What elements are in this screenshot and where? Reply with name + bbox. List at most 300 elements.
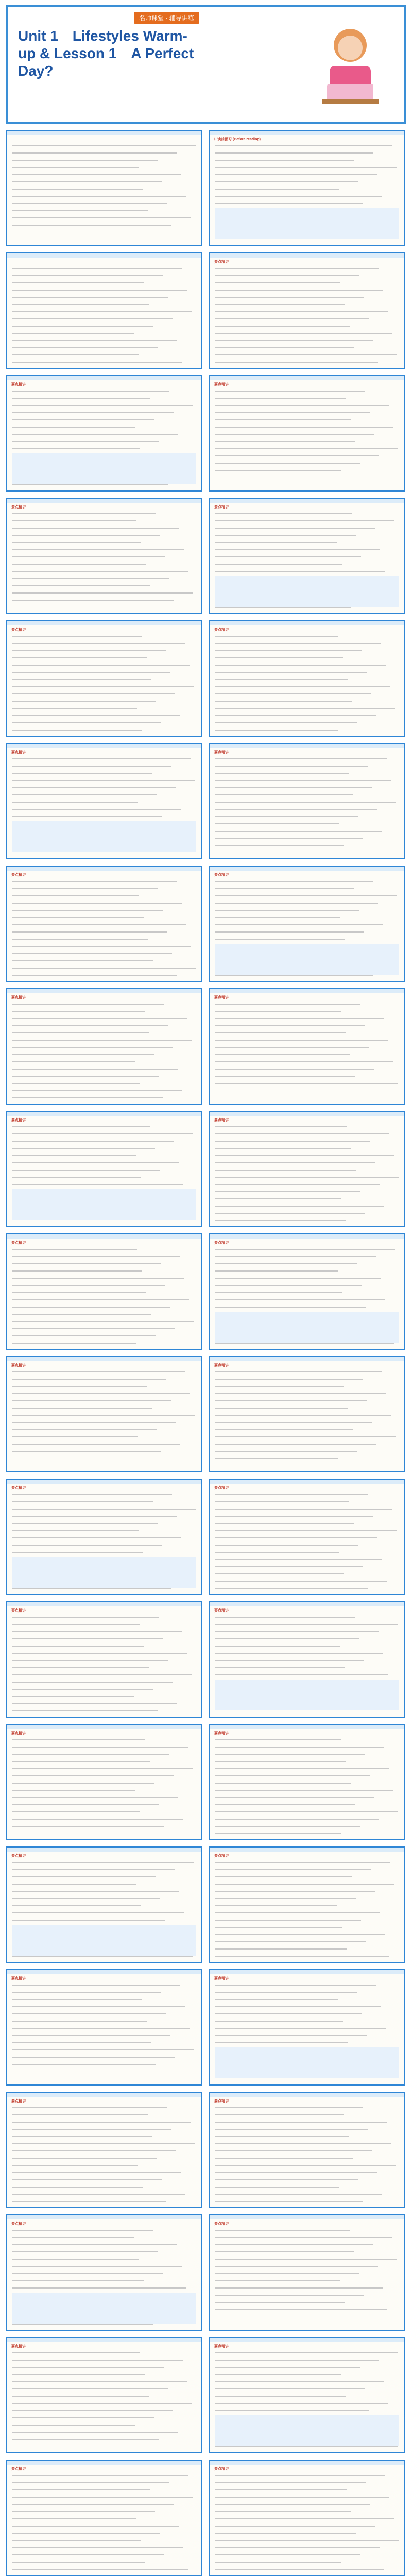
text-line: [215, 895, 397, 896]
slide-header-bar: [210, 2215, 404, 2219]
text-line: [12, 953, 172, 954]
text-line: [215, 1032, 346, 1033]
text-line: [215, 1494, 368, 1495]
slide-header-bar: [7, 2461, 201, 2465]
content-slide: [6, 988, 202, 1105]
text-line: [215, 1739, 341, 1740]
text-line: [215, 693, 371, 694]
text-line: [12, 1588, 171, 1589]
text-line: [12, 1660, 168, 1661]
text-line: [215, 1184, 380, 1185]
slide-header-bar: [7, 989, 201, 993]
text-line: [215, 1162, 375, 1163]
content-slide: [209, 2337, 405, 2453]
text-line: [215, 780, 391, 781]
text-line: [12, 513, 156, 514]
text-line: [215, 470, 341, 471]
text-line: [215, 1386, 344, 1387]
text-line: [215, 1004, 360, 1005]
text-line: [12, 2122, 191, 2123]
text-line: [215, 1191, 360, 1192]
text-line: [12, 766, 171, 767]
text-line: [12, 2511, 155, 2512]
text-line: [12, 2006, 185, 2007]
text-line: [12, 1638, 163, 1639]
text-line: [12, 2165, 138, 2166]
content-slide: [209, 1111, 405, 1227]
text-line: [215, 2352, 398, 2353]
text-line: [215, 2013, 362, 2014]
slide-header-bar: [210, 1602, 404, 1606]
text-line: [215, 2280, 340, 2281]
text-line: [12, 968, 196, 969]
text-line: [215, 2006, 381, 2007]
content-slide: [6, 375, 202, 492]
text-line: [215, 1891, 375, 1892]
text-line: [215, 1278, 381, 1279]
content-slide: [6, 130, 202, 246]
text-line: [12, 2526, 179, 2527]
text-line: [215, 708, 395, 709]
text-line: [12, 1069, 178, 1070]
text-line: [12, 2179, 162, 2180]
slide-header-bar: [7, 2093, 201, 2097]
text-line: [215, 643, 381, 644]
text-line: [12, 1256, 180, 1257]
text-line: [215, 607, 351, 608]
text-line: [12, 1155, 136, 1156]
text-line: [215, 1170, 356, 1171]
text-line: [215, 1263, 357, 1264]
text-line: [12, 960, 153, 961]
slide-section-label: 要点精讲: [11, 1118, 26, 1122]
text-line: [215, 773, 349, 774]
slide-section-label: Ⅰ. 读前预习 (Before reading): [214, 138, 261, 141]
text-line: [12, 152, 177, 154]
text-line: [12, 1436, 138, 1437]
text-line: [12, 1768, 193, 1769]
text-line: [215, 787, 372, 788]
text-line: [215, 1220, 346, 1221]
text-line: [12, 903, 182, 904]
text-line: [12, 564, 146, 565]
text-line: [215, 1206, 384, 1207]
text-line: [215, 2273, 359, 2274]
text-line: [12, 1249, 137, 1250]
text-line: [215, 556, 361, 557]
text-line: [12, 2064, 156, 2065]
slide-header-bar: [210, 499, 404, 503]
text-line: [12, 1920, 165, 1921]
slide-section-label: 要点精讲: [11, 2467, 26, 2471]
text-line: [215, 1400, 367, 1401]
content-slide: [209, 1724, 405, 1840]
text-line: [215, 297, 364, 298]
text-line: [215, 1819, 379, 1820]
text-line: [12, 578, 169, 579]
text-line: [12, 1624, 140, 1625]
content-slide: [209, 1479, 405, 1595]
text-line: [215, 2309, 387, 2310]
slide-section-label: 要点精讲: [214, 383, 229, 386]
text-line: [12, 1739, 145, 1740]
text-line: [215, 1783, 351, 1784]
text-line: [215, 1047, 369, 1048]
text-line: [215, 665, 386, 666]
text-line: [12, 686, 194, 687]
text-line: [215, 174, 377, 175]
text-line: [12, 1646, 144, 1647]
text-line: [215, 347, 354, 348]
text-line: [12, 931, 167, 933]
content-slide: [6, 1233, 202, 1350]
highlight-box: [215, 2047, 399, 2078]
content-slide: [6, 2337, 202, 2453]
text-line: [12, 924, 186, 925]
text-line: [215, 809, 377, 810]
text-line: [215, 268, 379, 269]
slide-section-label: 要点精讲: [11, 628, 26, 632]
content-slide: [209, 1356, 405, 1472]
slide-section-label: 要点精讲: [11, 383, 26, 386]
text-line: [215, 549, 380, 550]
text-line: [215, 2042, 348, 2043]
slide-header-bar: [210, 1234, 404, 1239]
text-line: [215, 2403, 388, 2404]
text-line: [12, 1884, 136, 1885]
text-line: [215, 1876, 352, 1877]
text-line: [215, 1371, 382, 1372]
text-line: [215, 1155, 394, 1156]
text-line: [12, 1509, 196, 1510]
text-line: [12, 1537, 181, 1538]
content-slide: [209, 498, 405, 614]
content-slide: [6, 1601, 202, 1718]
text-line: [12, 2280, 144, 2281]
text-line: [12, 520, 136, 521]
text-line: [12, 1783, 154, 1784]
text-line: [215, 657, 343, 658]
text-line: [215, 1934, 385, 1935]
text-line: [12, 1956, 193, 1957]
text-line: [12, 448, 140, 449]
text-line: [12, 1710, 158, 1711]
text-line: [12, 318, 173, 319]
text-line: [215, 1898, 356, 1899]
text-line: [12, 1898, 160, 1899]
text-line: [12, 196, 186, 197]
text-line: [12, 1444, 180, 1445]
slide-section-label: 要点精讲: [214, 873, 229, 877]
text-line: [12, 2237, 134, 2238]
slide-section-label: 要点精讲: [214, 996, 229, 999]
text-line: [215, 189, 339, 190]
text-line: [215, 1530, 397, 1531]
text-line: [12, 2201, 166, 2202]
text-line: [12, 391, 169, 392]
content-slide: [209, 130, 405, 246]
text-line: [12, 2324, 153, 2325]
text-line: [215, 2021, 343, 2022]
slide-section-label: 要点精讲: [214, 1732, 229, 1735]
text-line: [215, 1270, 338, 1272]
text-line: [12, 2439, 159, 2440]
text-line: [215, 455, 379, 456]
text-line: [12, 556, 165, 557]
text-line: [215, 1501, 349, 1502]
text-line: [215, 1948, 347, 1950]
highlight-box: [215, 1312, 399, 1343]
text-line: [12, 708, 137, 709]
text-line: [215, 650, 362, 651]
text-line: [12, 2562, 145, 2563]
text-line: [12, 2013, 166, 2014]
text-line: [215, 2251, 354, 2252]
text-line: [215, 1545, 358, 1546]
content-slide: [6, 620, 202, 737]
text-line: [215, 1559, 382, 1560]
text-line: [215, 1444, 376, 1445]
text-line: [12, 1011, 145, 1012]
slide-section-label: 要点精讲: [214, 2099, 229, 2103]
text-line: [12, 1826, 164, 1827]
text-line: [215, 275, 359, 276]
slide-header-bar: [7, 2215, 201, 2219]
slide-header-bar: [7, 131, 201, 135]
content-slide: [6, 1479, 202, 1595]
text-line: [215, 542, 337, 543]
text-line: [215, 910, 359, 911]
text-line: [215, 888, 354, 889]
text-line: [215, 1617, 355, 1618]
text-line: [215, 1566, 363, 1567]
text-line: [12, 2417, 154, 2418]
content-slide: [6, 866, 202, 982]
cover-badge: 名师课堂 · 辅导讲练: [134, 12, 199, 24]
text-line: [215, 1415, 391, 1416]
text-line: [12, 636, 142, 637]
content-slide: [209, 2460, 405, 2576]
highlight-box: [12, 453, 196, 484]
text-line: [215, 1429, 353, 1430]
slide-header-bar: [210, 1725, 404, 1729]
text-line: [215, 2554, 360, 2555]
text-line: [215, 419, 351, 420]
text-line: [12, 2554, 164, 2555]
text-line: [215, 1054, 350, 1055]
text-line: [215, 2165, 396, 2166]
text-line: [215, 1141, 370, 1142]
text-line: [215, 1552, 339, 1553]
text-line: [12, 210, 148, 211]
text-line: [12, 881, 177, 882]
text-line: [12, 1804, 159, 1805]
text-line: [215, 1299, 385, 1300]
text-line: [12, 275, 163, 276]
text-line: [215, 2158, 353, 2159]
text-line: [12, 2432, 178, 2433]
content-slide: [6, 1969, 202, 2086]
text-line: [12, 225, 171, 226]
text-line: [12, 528, 179, 529]
text-line: [12, 2028, 190, 2029]
text-line: [215, 412, 370, 413]
text-line: [215, 2475, 385, 2476]
slide-header-bar: [210, 1970, 404, 1974]
text-line: [12, 427, 135, 428]
text-line: [12, 203, 167, 204]
text-line: [12, 1999, 142, 2000]
text-line: [12, 917, 144, 918]
text-line: [12, 145, 196, 146]
text-line: [12, 333, 134, 334]
text-line: [215, 2122, 387, 2123]
text-line: [12, 1912, 184, 1913]
text-line: [215, 203, 363, 204]
text-line: [215, 1040, 388, 1041]
slide-header-bar: [7, 2338, 201, 2342]
text-line: [12, 1754, 169, 1755]
text-line: [215, 1393, 386, 1394]
text-line: [215, 831, 382, 832]
slide-section-label: 要点精讲: [11, 2345, 26, 2348]
text-line: [215, 1573, 344, 1574]
text-line: [12, 2251, 158, 2252]
text-line: [12, 181, 162, 182]
slide-section-label: 要点精讲: [11, 1732, 26, 1735]
text-line: [12, 1083, 140, 1084]
slide-header-bar: [7, 1234, 201, 1239]
text-line: [12, 701, 156, 702]
text-line: [12, 1270, 142, 1272]
text-line: [12, 2540, 141, 2541]
text-line: [12, 1429, 157, 1430]
text-line: [215, 2114, 344, 2115]
text-line: [12, 2129, 171, 2130]
text-line: [12, 2114, 148, 2115]
text-line: [215, 535, 356, 536]
text-line: [12, 1985, 180, 1986]
slide-header-bar: [7, 499, 201, 503]
text-line: [12, 1696, 134, 1697]
text-line: [12, 1170, 160, 1171]
content-slide: [6, 498, 202, 614]
slide-section-label: 要点精讲: [214, 1977, 229, 1980]
text-line: [12, 1811, 140, 1812]
text-line: [215, 391, 365, 392]
content-slide: [6, 2092, 202, 2208]
text-line: [215, 282, 340, 283]
text-line: [215, 1826, 360, 1827]
text-line: [12, 354, 139, 355]
text-line: [12, 1617, 159, 1618]
text-line: [12, 2489, 150, 2490]
slide-section-label: 要点精讲: [214, 751, 229, 754]
text-line: [215, 794, 353, 795]
text-line: [12, 535, 160, 536]
slide-header-bar: [210, 867, 404, 871]
text-line: [12, 910, 163, 911]
slide-section-label: 要点精讲: [214, 1486, 229, 1490]
slide-section-label: 要点精讲: [11, 505, 26, 509]
content-slide: [209, 2214, 405, 2331]
text-line: [12, 1862, 194, 1863]
text-line: [215, 1292, 342, 1293]
text-line: [12, 1682, 173, 1683]
text-line: [215, 405, 389, 406]
text-line: [215, 2410, 369, 2411]
text-line: [12, 1422, 176, 1423]
text-line: [12, 1004, 164, 1005]
slide-header-bar: [7, 376, 201, 380]
text-line: [215, 2302, 345, 2303]
slide-header-bar: [7, 1357, 201, 1361]
text-line: [12, 780, 195, 781]
text-line: [215, 196, 382, 197]
text-line: [215, 2533, 356, 2534]
text-line: [12, 1076, 159, 1077]
text-line: [215, 167, 397, 168]
text-line: [215, 1581, 387, 1582]
text-line: [215, 1061, 393, 1062]
text-line: [12, 1141, 174, 1142]
slide-section-label: 要点精讲: [11, 1241, 26, 1245]
slide-section-label: 要点精讲: [214, 628, 229, 632]
content-slide: [209, 988, 405, 1105]
text-line: [12, 1148, 155, 1149]
text-line: [215, 1451, 357, 1452]
text-line: [12, 1790, 135, 1791]
text-line: [12, 398, 150, 399]
text-line: [215, 1884, 394, 1885]
slide-section-label: 要点精讲: [11, 1486, 26, 1490]
text-line: [215, 311, 388, 312]
highlight-box: [12, 1189, 196, 1220]
text-line: [215, 722, 357, 723]
text-line: [12, 1501, 153, 1502]
text-line: [215, 2547, 380, 2548]
text-line: [12, 794, 157, 795]
text-line: [215, 2562, 341, 2563]
text-line: [215, 730, 338, 731]
text-line: [12, 1876, 156, 1877]
text-line: [215, 2295, 364, 2296]
text-line: [215, 1775, 370, 1776]
text-line: [12, 1891, 179, 1892]
text-line: [12, 441, 159, 442]
text-line: [215, 802, 396, 803]
text-line: [215, 1422, 372, 1423]
text-line: [12, 2057, 175, 2058]
slide-section-label: 要点精讲: [11, 996, 26, 999]
highlight-box: [12, 821, 196, 852]
highlight-box: [215, 1680, 399, 1710]
text-line: [12, 1689, 153, 1690]
content-slide: [6, 1111, 202, 1227]
text-line: [215, 715, 376, 716]
text-line: [215, 1177, 399, 1178]
text-line: [215, 1869, 371, 1870]
text-line: [12, 693, 175, 694]
text-line: [215, 1631, 379, 1632]
text-line: [215, 758, 387, 759]
text-line: [215, 1025, 365, 1026]
text-line: [215, 1076, 355, 1077]
text-line: [215, 1133, 389, 1134]
slide-section-label: 要点精讲: [11, 751, 26, 754]
text-line: [12, 2287, 186, 2289]
slide-header-bar: [210, 2461, 404, 2465]
